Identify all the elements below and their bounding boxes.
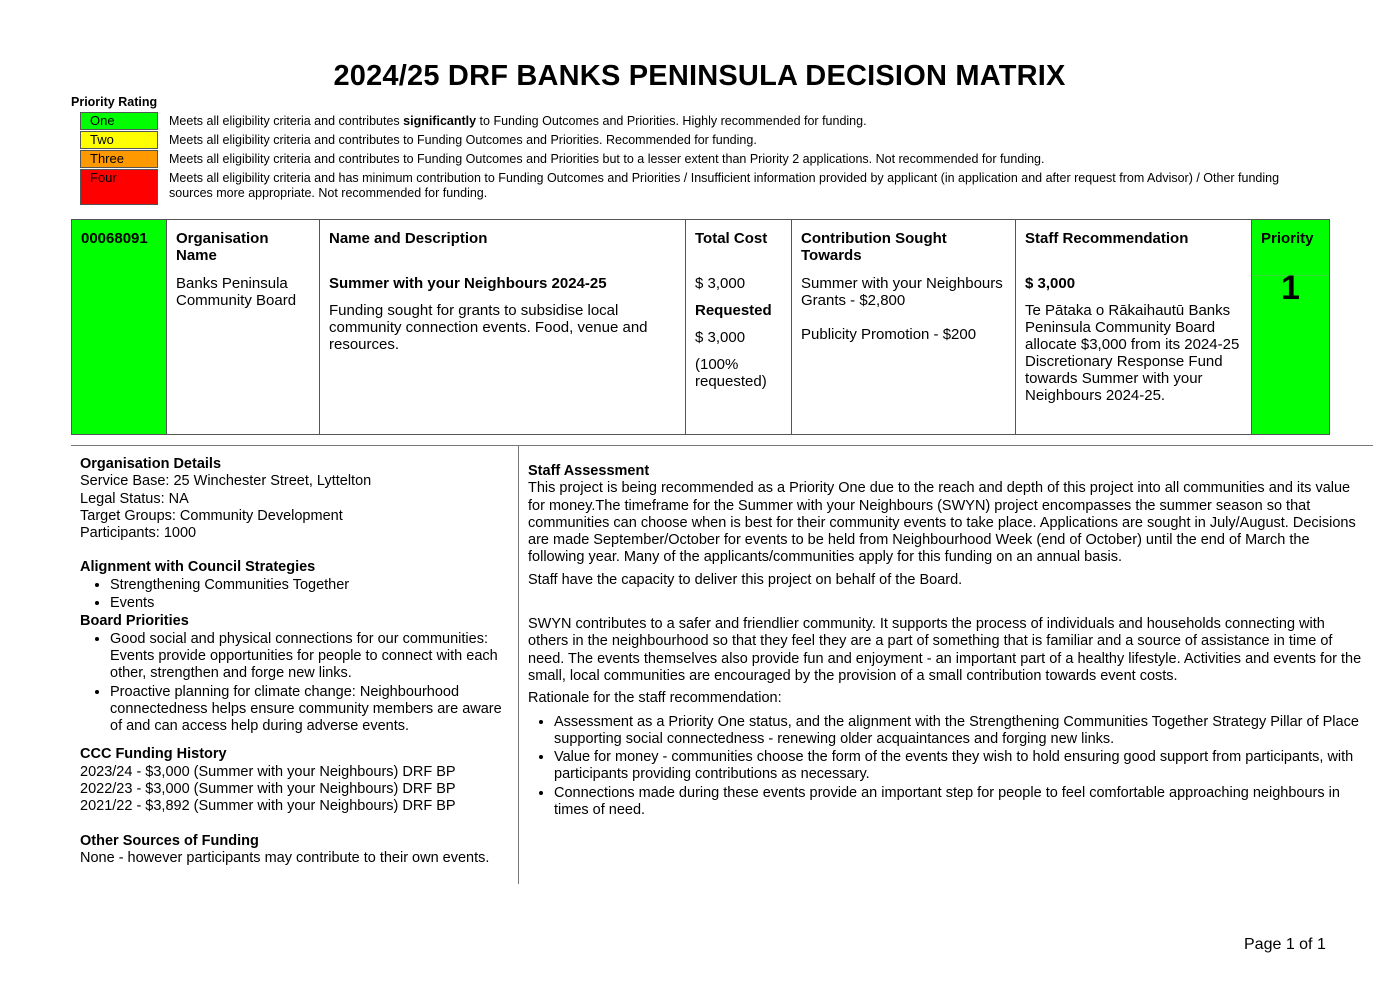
board-priorities-heading: Board Priorities — [80, 613, 189, 630]
org-name-header: Organisation Name — [176, 230, 269, 264]
priority-desc-three: Meets all eligibility criteria and contributes to Funding Outcomes and Priorities but to a lesser extent than Priority 2 applications. Not recommended for funding. — [169, 152, 1045, 166]
name-description-cell — [319, 220, 685, 434]
column-divider — [518, 446, 519, 884]
staff-assessment-heading: Staff Assessment — [528, 463, 650, 479]
section-divider — [71, 445, 1373, 446]
contribution-publicity: Publicity Promotion - $200 — [801, 326, 977, 343]
staff-recommendation-amount: $ 3,000 — [1025, 275, 1076, 292]
priority-desc-two: Meets all eligibility criteria and contributes to Funding Outcomes and Priorities. Recommended for funding. — [169, 133, 757, 147]
page-number: Page 1 of 1 — [1244, 936, 1326, 953]
alignment-list — [80, 577, 510, 613]
funding-history-item: 2023/24 - $3,000 (Summer with your Neighbours) DRF BP — [80, 763, 456, 780]
board-priority-item: • Proactive planning for climate change: Neighbourhood connectedness helps ensure community members are aware of and can access help during adverse events. — [110, 684, 510, 736]
funding-history-item: 2021/22 - $3,892 (Summer with your Neighbours) DRF BP — [80, 798, 456, 815]
alignment-item: • Events — [110, 595, 510, 612]
project-description: Funding sought for grants to subsidise local community connection events. Food, venue and resources. — [329, 302, 648, 353]
rationale-item: • Connections made during these events provide an important step for people to feel comfortable approaching neighbours in times of need. — [554, 785, 1364, 820]
application-id-cell — [72, 220, 166, 434]
other-funding-heading: Other Sources of Funding — [80, 832, 259, 849]
rationale-item: • Assessment as a Priority One status, and the alignment with the Strengthening Communities Together Strategy Pillar of Place supporting social connectedness - renewing older acquaintances and forging new links. — [554, 714, 1364, 749]
priority-desc-four: Meets all eligibility criteria and has minimum contribution to Funding Outcomes and Priorities / Insufficient information provided by applicant (in application and after request from Advisor) / Other funding sources more appropriate. Not recommended for funding. — [169, 171, 1280, 200]
requested-amount: $ 3,000 — [695, 329, 746, 346]
org-details-heading: Organisation Details — [80, 456, 222, 472]
requested-label: Requested — [695, 302, 772, 319]
alignment-heading: Alignment with Council Strategies — [80, 559, 316, 576]
total-cost-cell — [685, 220, 791, 434]
staff-assessment-para-2: Staff have the capacity to deliver this project on behalf of the Board. — [528, 571, 963, 588]
organisation-details-panel — [80, 456, 510, 867]
board-priority-item: • Good social and physical connections for our communities: Events provide opportunities for people to connect with each other, strengthen and forge new links. — [110, 631, 510, 683]
staff-assessment-panel — [528, 463, 1364, 820]
target-groups: Target Groups: Community Development — [80, 507, 343, 524]
priority-swatch-two: Two — [80, 131, 158, 149]
priority-swatch-three: Three — [80, 150, 158, 168]
application-id: 00068091 — [81, 230, 148, 247]
funding-history-item: 2022/23 - $3,000 (Summer with your Neighbours) DRF BP — [80, 781, 456, 798]
alignment-item: • Strengthening Communities Together — [110, 577, 510, 594]
org-name-value: Banks Peninsula Community Board — [176, 275, 297, 309]
priority-header: Priority — [1252, 220, 1329, 276]
funding-history-heading: CCC Funding History — [80, 746, 227, 763]
priority-swatch-one: One — [80, 112, 158, 130]
priority-desc-one: Meets all eligibility criteria and contributes significantly to Funding Outcomes and Priorities. Highly recommended for funding. — [169, 114, 867, 128]
priority-swatch-four: Four — [80, 169, 158, 205]
board-priorities-list — [80, 631, 510, 736]
rationale-label: Rationale for the staff recommendation: — [528, 690, 782, 707]
staff-assessment-para-3: SWYN contributes to a safer and friendlier community. It supports the process of individuals and households connecting with others in the neighbourhood so that they feel they are a part of something that is familiar and a source of assistance in time of need. The events themselves also provide fun and enjoyment - an important part of a healthy lifestyle. Activities and events for the small, local communities are encouraged by the provision of a small contribution towards event costs. — [528, 616, 1362, 684]
staff-recommendation-text: Te Pātaka o Rākaihautū Banks Peninsula Community Board allocate $3,000 from its 2024-25 Discretionary Response Fund towards Summer with your Neighbours 2024-25. — [1025, 302, 1240, 404]
priority-cell — [1251, 220, 1329, 434]
priority-rating-heading: Priority Rating — [71, 95, 158, 109]
contribution-grants: Summer with your Neighbours Grants - $2,800 — [801, 275, 1003, 309]
total-cost-value: $ 3,000 — [695, 275, 746, 292]
project-name: Summer with your Neighbours 2024-25 — [329, 275, 607, 292]
contribution-cell — [791, 220, 1015, 434]
total-cost-header: Total Cost — [695, 230, 768, 247]
service-base: Service Base: 25 Winchester Street, Lyttelton — [80, 473, 372, 490]
legal-status: Legal Status: NA — [80, 490, 189, 507]
contribution-header: Contribution Sought Towards — [801, 230, 947, 264]
staff-recommendation-header: Staff Recommendation — [1025, 230, 1189, 247]
page-title: 2024/25 DRF BANKS PENINSULA DECISION MATRIX — [333, 60, 1066, 92]
staff-assessment-para-1: This project is being recommended as a Priority One due to the reach and depth of this project into all communities and its value for money.The timeframe for the Summer with your Neighbours (SWYN) project encompasses the summer season so that communities can choose when is best for their community events to take place. Applications are sought in July/August. Decisions are made September/October for events to be held from Neighbourhood Week (end of October) until the end of March the following year. Many of the applicants/communities apply for this funding on an annual basis. — [528, 480, 1356, 566]
org-name-cell — [166, 220, 319, 434]
rationale-item: • Value for money - communities choose the form of the events they wish to hold ensuring good support from participants, with participants providing contributions as necessary. — [554, 749, 1364, 784]
participants: Participants: 1000 — [80, 525, 197, 542]
decision-matrix-table — [71, 219, 1330, 435]
name-description-header: Name and Description — [329, 230, 488, 247]
priority-value: 1 — [1281, 269, 1300, 307]
requested-percent: (100% requested) — [695, 356, 767, 390]
rationale-list — [528, 714, 1364, 820]
other-funding-text: None - however participants may contribute to their own events. — [80, 849, 490, 866]
staff-recommendation-cell — [1015, 220, 1251, 434]
